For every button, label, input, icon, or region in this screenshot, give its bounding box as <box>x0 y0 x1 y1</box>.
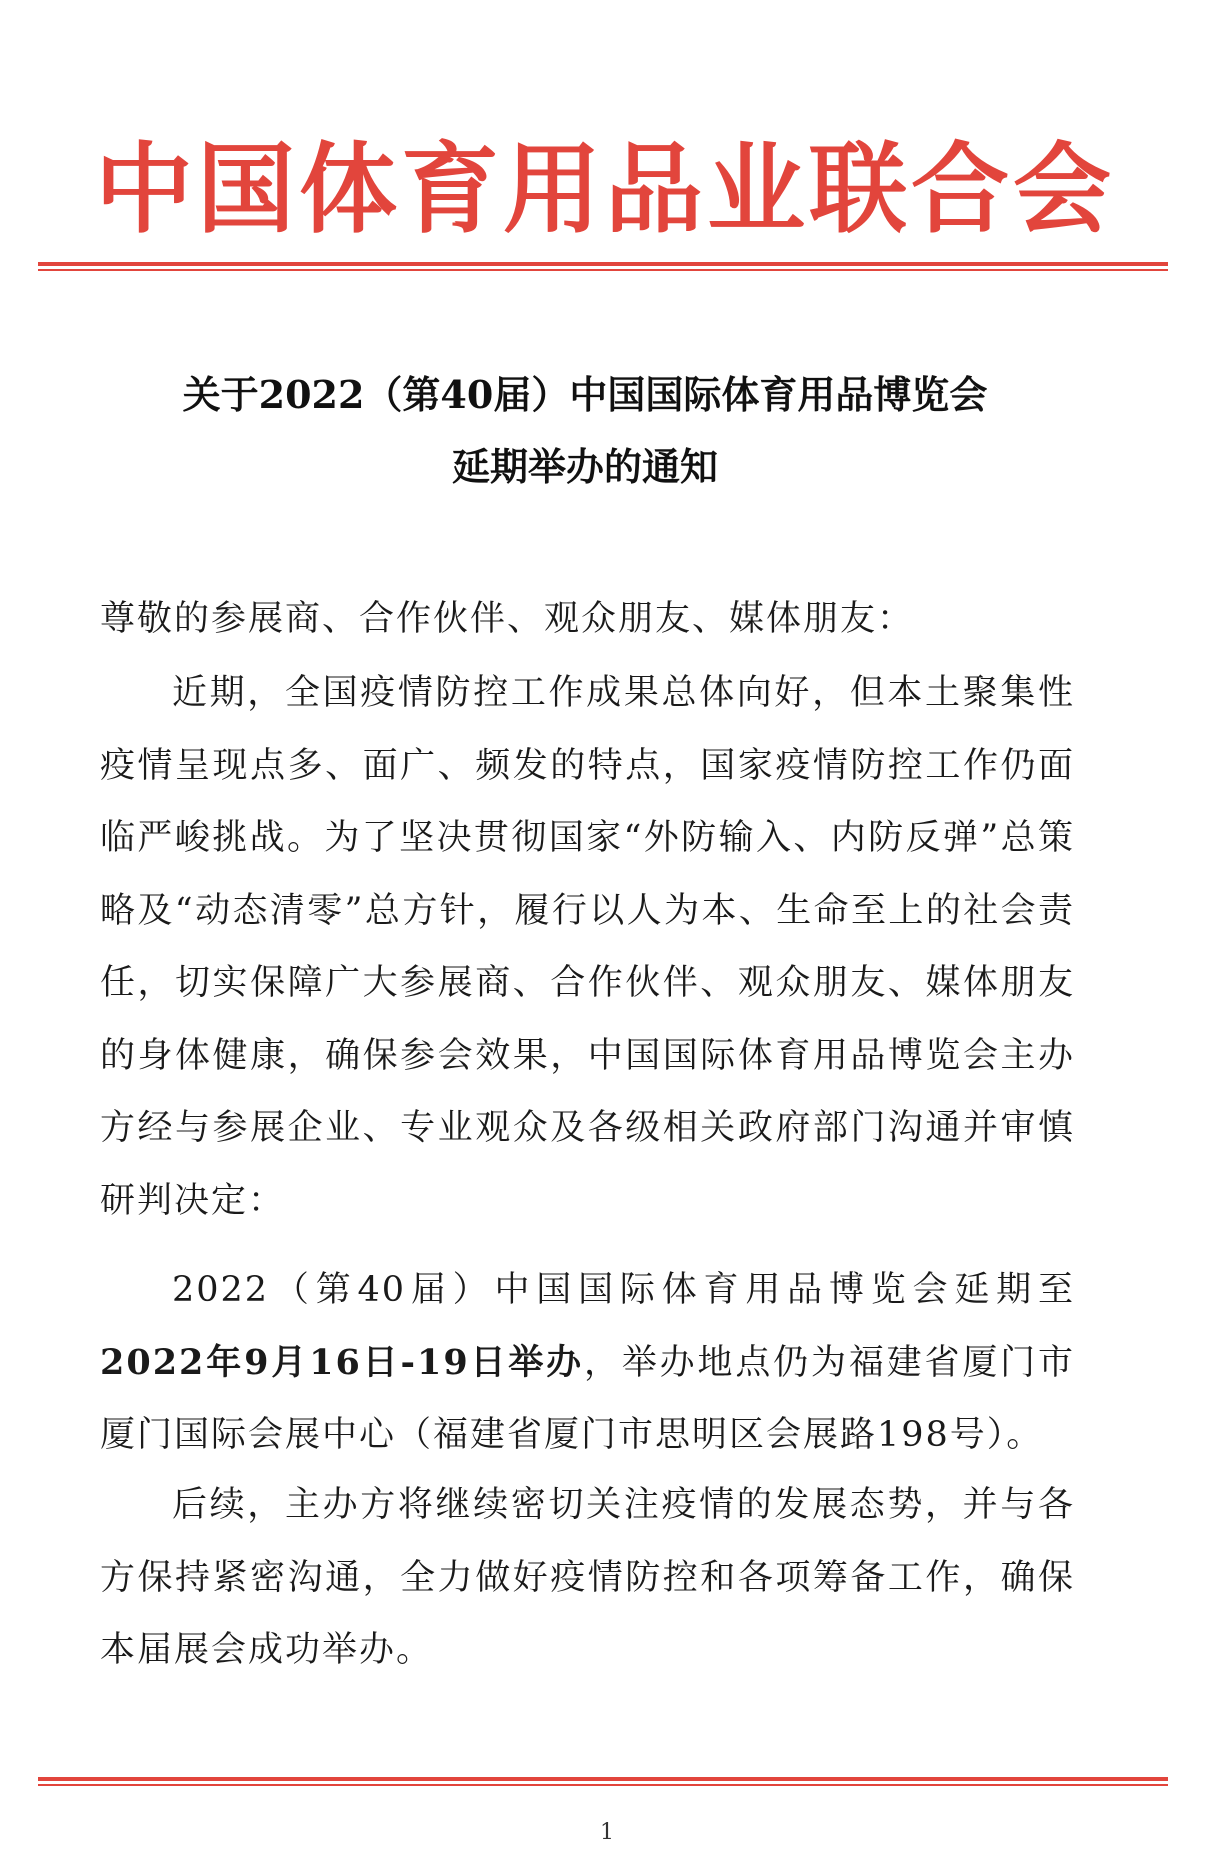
letterhead-title: 中国体育用品业联合会 <box>94 133 1115 247</box>
footer-divider <box>38 1777 1168 1786</box>
paragraph-background: 近期，全国疫情防控工作成果总体向好，但本土聚集性疫情呈现点多、面广、频发的特点，国家疫情防控工作仍面临严峻挑战。为了坚决贯彻国家“外防输入、内防反弹”总策略及“动态清零”总方针，履行以人为本、生命至上的社会责任，切实保障广大参展商、合作伙伴、观众朋友、媒体朋友的身体健康，确保参会效果，中国国际体育用品博览会主办方经与参展企业、专业观众及各级相关政府部门沟通并审慎研判决定： <box>100 673 1075 1221</box>
decision-lead-text: 2022（第40届）中国国际体育用品博览会延期至 <box>172 1270 1075 1310</box>
paragraph-decision <box>100 1254 1075 1472</box>
page-number: 1 <box>600 1820 614 1845</box>
salutation: 尊敬的参展商、合作伙伴、观众朋友、媒体朋友： <box>100 599 915 639</box>
notice-title-line-1: 关于2022（第40届）中国国际体育用品博览会 <box>182 372 988 417</box>
decision-venue-text: ，举办地点仍为福建省厦门市厦门国际会展中心（福建省厦门市思明区会展路198号）。 <box>100 1342 1075 1455</box>
notice-title-line-2: 延期举办的通知 <box>451 444 718 489</box>
letterhead-divider <box>38 262 1168 271</box>
decision-new-dates: 2022年9月16日-19日举办 <box>100 1341 585 1383</box>
paragraph-followup: 后续，主办方将继续密切关注疫情的发展态势，并与各方保持紧密沟通，全力做好疫情防控和各项筹备工作，确保本届展会成功举办。 <box>100 1485 1075 1670</box>
